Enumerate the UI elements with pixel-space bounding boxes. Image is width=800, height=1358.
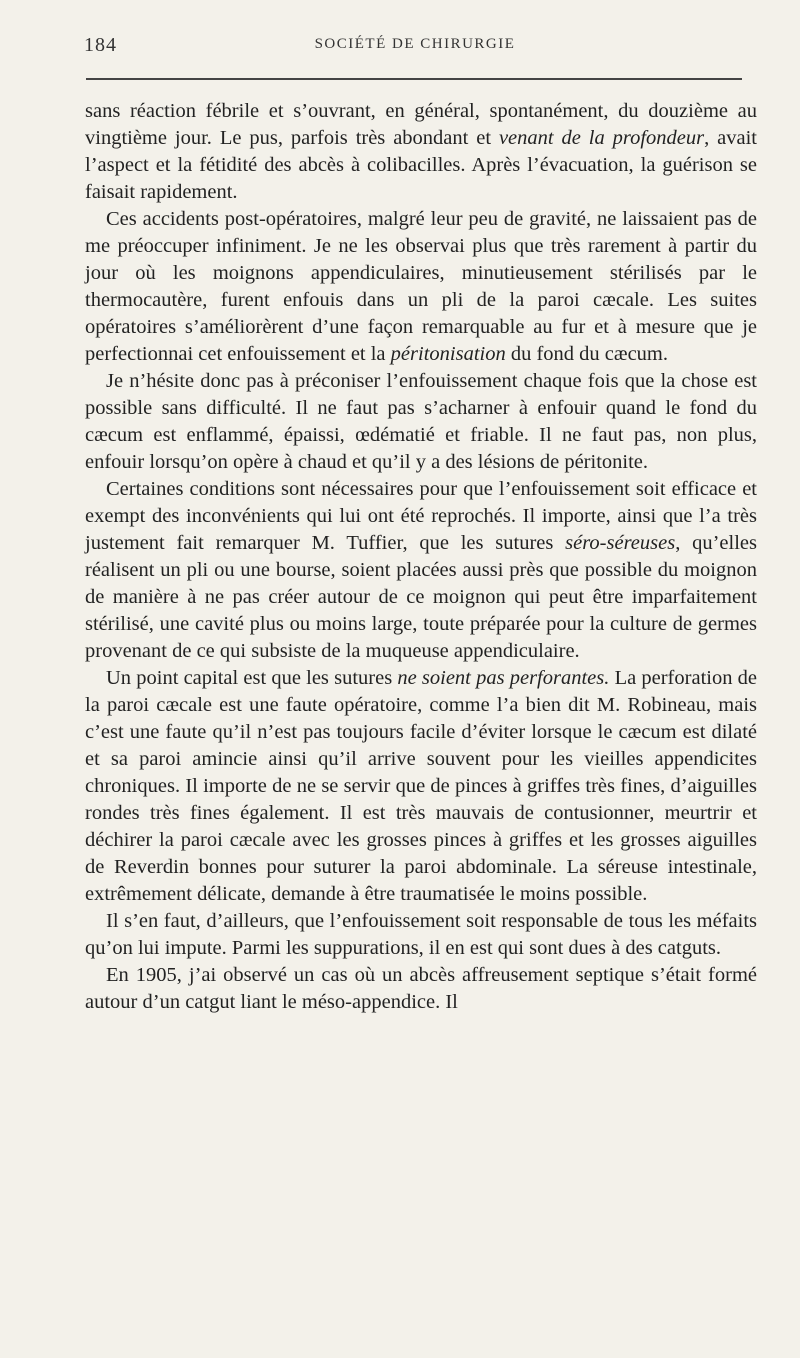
paragraph bbox=[85, 962, 757, 1016]
paragraph bbox=[85, 908, 757, 962]
paragraph-text: La perforation de la paroi cæcale est une faute opératoire, comme l’a bien dit M. Robineau, mais c’est une faute qu’il n’est pas toujours facile d’éviter lorsque le cæcum est dilaté et sa paroi amincie ainsi qu’il arrive souvent pour les vieilles appendicites chroniques. Il importe de ne se servir que de pinces à griffes très fines, d’aiguilles rondes très fines également. Il est très mauvais de contusionner, meurtrir et déchirer la paroi cæcale avec les grosses pinces à griffes et les grosses aiguilles de Reverdin bonnes pour suturer la paroi abdominale. La séreuse intestinale, extrêmement délicate, demande à être traumatisée le moins possible. bbox=[85, 667, 757, 905]
italic-text: péritonisation bbox=[390, 343, 506, 365]
paragraph bbox=[85, 476, 757, 665]
page-number: 184 bbox=[84, 34, 117, 56]
paragraph-text: Il s’en faut, d’ailleurs, que l’enfouissement soit responsable de tous les méfaits qu’on lui impute. Parmi les suppurations, il en est qui sont dues à des catguts. bbox=[85, 910, 757, 959]
header-rule bbox=[86, 78, 742, 80]
paragraph bbox=[85, 98, 757, 206]
paragraph-text: Je n’hésite donc pas à préconiser l’enfouissement chaque fois que la chose est possible sans difficulté. Il ne faut pas s’acharner à enfouir quand le fond du cæcum est enflammé, épaissi, œdématié et friable. Il ne faut pas, non plus, enfouir lorsqu’on opère à chaud et qu’il y a des lésions de péritonite. bbox=[85, 370, 757, 473]
paragraph-text: , avait l’aspect et la fétidité des abcès à colibacilles. Après l’évacuation, la guérison se faisait rapidement. bbox=[85, 127, 757, 203]
paragraph-text: Un point capital est que les sutures bbox=[106, 667, 398, 689]
paragraph-text: Ces accidents post-opératoires, malgré leur peu de gravité, ne laissaient pas de me préoccuper infiniment. Je ne les observai plus que très rarement à partir du jour où les moignons appendiculaires, minutieusement stérilisés par le thermocautère, furent enfouis dans un pli de la paroi cæcale. Les suites opératoires s’améliorèrent d’une façon remarquable au fur et à mesure que je perfectionnai cet enfouissement et la bbox=[85, 208, 757, 365]
paragraph-text: du fond du cæcum. bbox=[505, 343, 668, 365]
paragraph-text: sans réaction fébrile et s’ouvrant, en général, spontanément, du douzième au vingtième jour. Le pus, parfois très abondant et bbox=[85, 100, 757, 149]
paragraph bbox=[85, 206, 757, 368]
paragraph bbox=[85, 665, 757, 908]
page-header bbox=[84, 34, 746, 64]
italic-text: ne soient pas perforantes. bbox=[397, 667, 610, 689]
paragraph-text: Certaines conditions sont nécessaires pour que l’enfouissement soit efficace et exempt des inconvénients qui lui ont été reprochés. Il importe, ainsi que l’a très justement fait remarquer M. Tuffier, que les sutures bbox=[85, 478, 757, 554]
italic-text: séro-séreuses bbox=[565, 532, 676, 554]
paragraph bbox=[85, 368, 757, 476]
running-title: SOCIÉTÉ DE CHIRURGIE bbox=[314, 36, 516, 52]
paragraph-text: En 1905, j’ai observé un cas où un abcès affreusement septique s’était formé autour d’un catgut liant le méso-appendice. Il bbox=[85, 964, 757, 1013]
italic-text: venant de la profondeur bbox=[498, 127, 705, 149]
paragraph-text: , qu’elles réalisent un pli ou une bourse, soient placées aussi près que possible du moignon de manière à ne pas créer autour de ce moignon qui peut être imparfaitement stérilisé, une cavité plus ou moins large, toute préparée pour la culture de germes provenant de ce qui subsiste de la muqueuse appendiculaire. bbox=[85, 532, 757, 662]
body-text bbox=[85, 98, 757, 1016]
